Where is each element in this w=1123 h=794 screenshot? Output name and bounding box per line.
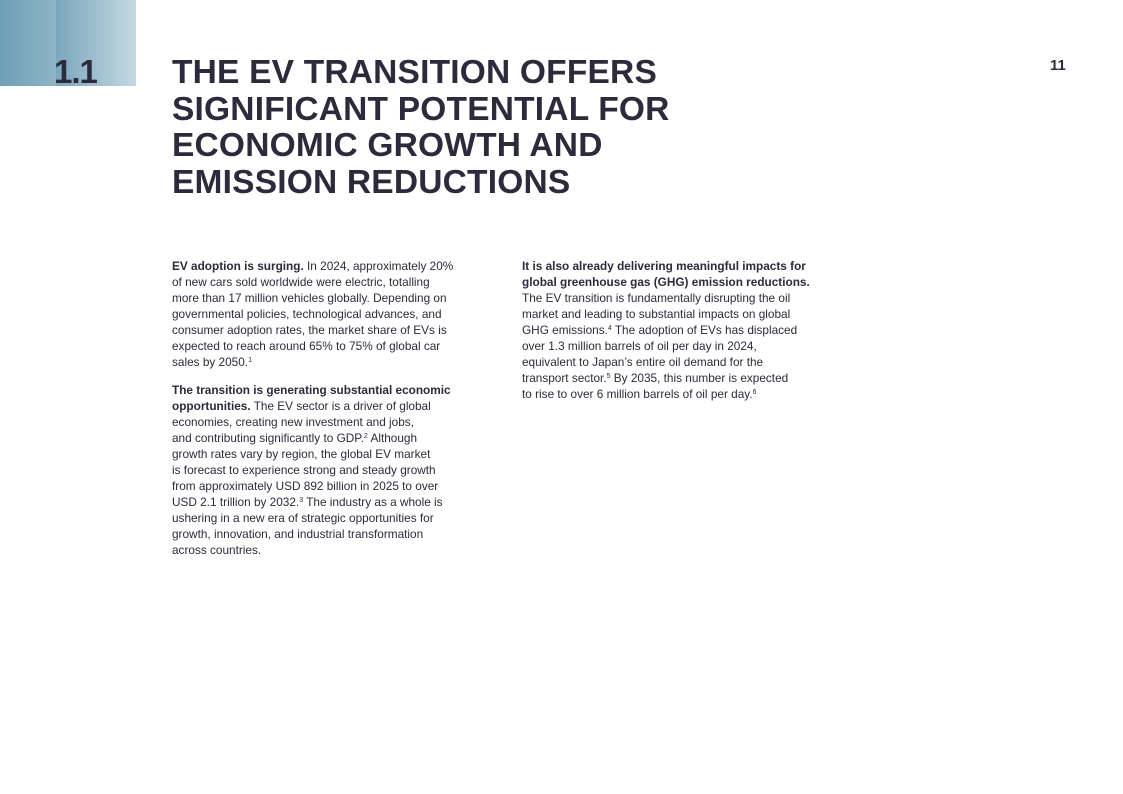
- text-line: [172, 542, 490, 558]
- text-line: [172, 462, 490, 478]
- body-text: equivalent to Japan’s entire oil demand for the: [522, 355, 764, 369]
- body-text: governmental policies, technological advances, and: [172, 307, 442, 321]
- body-text: to rise to over 6 million barrels of oil per day.: [522, 387, 753, 401]
- left-column: [172, 258, 490, 570]
- text-line: [172, 446, 490, 462]
- body-text: consumer adoption rates, the market share of EVs is: [172, 323, 447, 337]
- body-text: The EV transition is fundamentally disrupting the oil: [522, 291, 791, 305]
- body-text: is forecast to experience strong and steady growth: [172, 463, 436, 477]
- body-text: ushering in a new era of strategic opportunities for: [172, 511, 434, 525]
- text-line: [172, 414, 490, 430]
- footnote-ref[interactable]: 3: [299, 497, 304, 504]
- paragraph-economic-opportunities: [172, 382, 490, 558]
- body-text: across countries.: [172, 543, 262, 557]
- page-title: [172, 55, 812, 201]
- body-text: over 1.3 million barrels of oil per day in 2024,: [522, 339, 757, 353]
- body-text: By 2035, this number is expected: [610, 371, 789, 385]
- bold-lead: EV adoption is surging.: [172, 259, 304, 273]
- body-text: growth, innovation, and industrial transformation: [172, 527, 424, 541]
- color-band-left: [0, 0, 56, 86]
- body-text: The EV sector is a driver of global: [250, 399, 431, 413]
- text-line: [522, 354, 840, 370]
- text-line: [522, 370, 840, 386]
- text-line: [172, 290, 490, 306]
- text-line: [522, 322, 840, 338]
- text-line: [172, 430, 490, 446]
- body-text: Although: [367, 431, 418, 445]
- title-line: EMISSION REDUCTIONS: [172, 163, 571, 201]
- text-line: [172, 494, 490, 510]
- body-text: of new cars sold worldwide were electric, totalling: [172, 275, 430, 289]
- text-line: [172, 338, 490, 354]
- text-line: [172, 526, 490, 542]
- text-line: [172, 382, 490, 398]
- text-line: [172, 322, 490, 338]
- page-number: 11: [1050, 57, 1066, 74]
- paragraph-ev-adoption: [172, 258, 490, 370]
- title-line: SIGNIFICANT POTENTIAL FOR: [172, 90, 670, 128]
- text-line: [522, 386, 840, 402]
- text-line: [172, 478, 490, 494]
- body-text: more than 17 million vehicles globally. Depending on: [172, 291, 447, 305]
- text-line: [522, 258, 840, 274]
- footnote-ref[interactable]: 2: [363, 433, 368, 440]
- section-number: 1.1: [54, 53, 97, 90]
- body-text: economies, creating new investment and jobs,: [172, 415, 414, 429]
- body-text: GHG emissions.: [522, 323, 608, 337]
- title-line: THE EV TRANSITION OFFERS: [172, 54, 657, 91]
- body-text: growth rates vary by region, the global EV market: [172, 447, 431, 461]
- body-text: from approximately USD 892 billion in 2025 to over: [172, 479, 439, 493]
- text-line: [522, 306, 840, 322]
- bold-lead: opportunities.: [172, 399, 251, 413]
- bold-lead: It is also already delivering meaningful impacts for: [522, 259, 806, 273]
- text-line: [522, 338, 840, 354]
- body-text: transport sector.: [522, 371, 607, 385]
- footnote-ref[interactable]: 5: [606, 373, 611, 380]
- body-text: and contributing significantly to GDP.: [172, 431, 364, 445]
- body-text: In 2024, approximately 20%: [303, 259, 454, 273]
- footnote-ref[interactable]: 1: [248, 357, 252, 364]
- text-line: [172, 306, 490, 322]
- bold-lead: The transition is generating substantial economic: [172, 383, 451, 397]
- body-text: The adoption of EVs has displaced: [611, 323, 798, 337]
- text-line: [172, 274, 490, 290]
- footnote-ref[interactable]: 6: [752, 389, 757, 396]
- paragraph-emission-reductions: [522, 258, 840, 402]
- text-line: [172, 398, 490, 414]
- text-line: [172, 354, 490, 370]
- body-text: expected to reach around 65% to 75% of global car: [172, 339, 441, 353]
- title-line: ECONOMIC GROWTH AND: [172, 127, 603, 164]
- footnote-ref[interactable]: 4: [607, 325, 612, 332]
- right-column: [522, 258, 840, 414]
- text-line: [172, 510, 490, 526]
- text-line: [522, 290, 840, 306]
- text-line: [522, 274, 840, 290]
- body-text: The industry as a whole is: [303, 495, 443, 509]
- text-line: [172, 258, 490, 274]
- body-text: market and leading to substantial impacts on global: [522, 307, 791, 321]
- body-text: USD 2.1 trillion by 2032.: [172, 495, 300, 509]
- body-text: sales by 2050.: [172, 355, 249, 369]
- bold-lead: global greenhouse gas (GHG) emission reductions.: [522, 275, 810, 289]
